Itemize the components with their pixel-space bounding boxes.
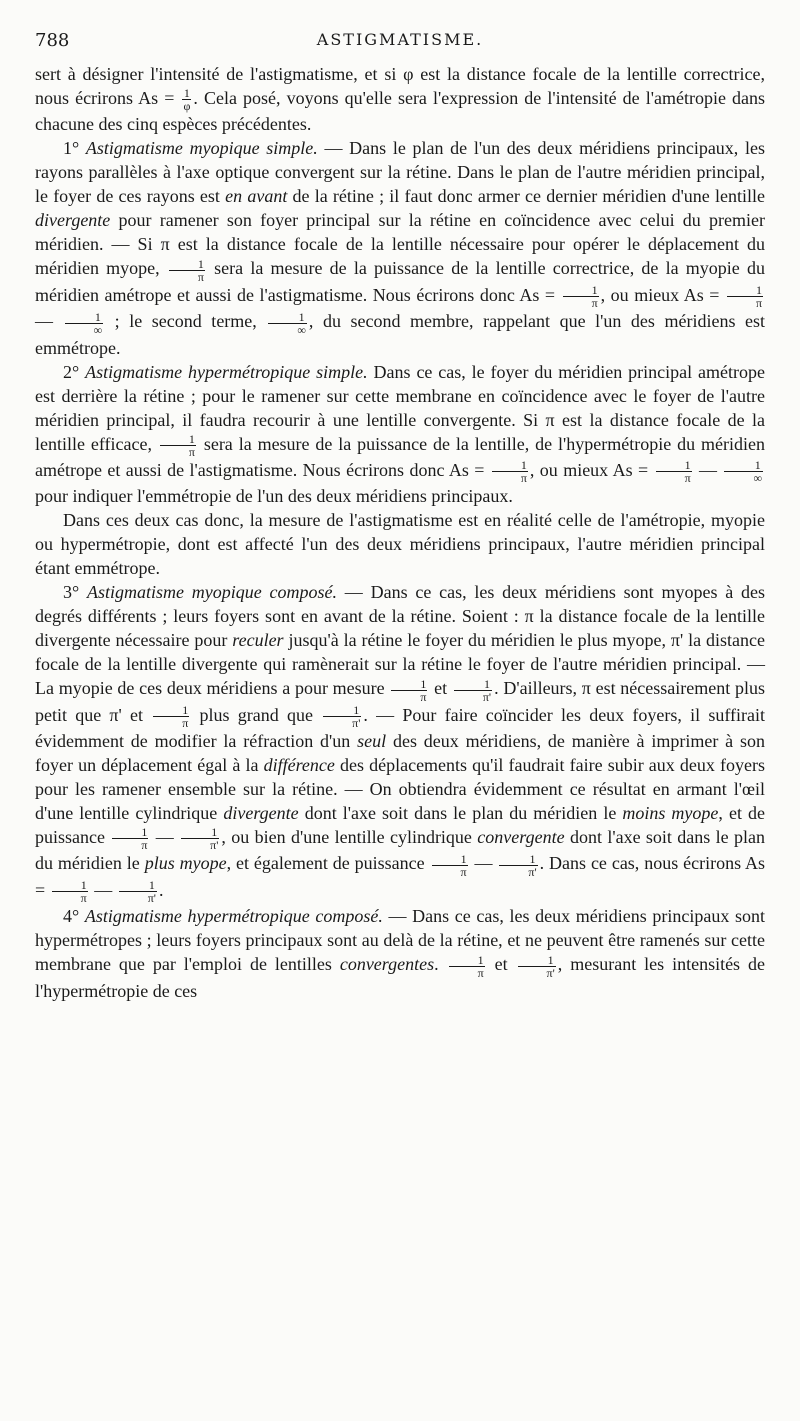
text-run: — Dans ce cas, les deux méridiens sont myopes à des degrés différents ; leurs foyers sont en avant de la rétine. Soient : π la distance focale de la lentille divergente nécessaire pour bbox=[35, 582, 766, 651]
text-run: . — Pour faire coïncider les deux foyers, il suffirait évidemment de modifier la réfraction d'un bbox=[35, 704, 766, 751]
fraction-denominator: π bbox=[141, 838, 148, 853]
fraction-denominator: π bbox=[80, 891, 87, 906]
fraction-numerator: 1 bbox=[518, 954, 556, 967]
italic-run: Astigmatisme myopique composé. bbox=[86, 582, 338, 603]
text-run: , du second membre, rappelant que l'un des méridiens est emmétrope. bbox=[35, 311, 766, 358]
fraction-numerator: 1 bbox=[160, 433, 196, 446]
text-run: des déplacements qu'il faudrait faire subir aux deux foyers pour les ramener ensemble sur la rétine. — On obtiendra évidemment ce résultat en armant l'œil d'une lentille cylindrique bbox=[35, 755, 765, 823]
fraction-numerator: 1 bbox=[323, 704, 361, 717]
fraction-denominator: π bbox=[460, 864, 467, 879]
fraction bbox=[391, 678, 427, 703]
fraction-numerator: 1 bbox=[449, 954, 485, 967]
fraction-denominator: π bbox=[182, 716, 189, 730]
text-run: . Dans ce cas, nous écrirons As = bbox=[35, 853, 766, 900]
fraction-numerator: 1 bbox=[499, 853, 537, 866]
fraction-numerator: 1 bbox=[181, 826, 219, 839]
italic-run: divergente bbox=[35, 210, 111, 231]
italic-run: moins myope bbox=[622, 803, 719, 823]
text-run: , ou bien d'une lentille cylindrique bbox=[221, 827, 478, 847]
text-run: — bbox=[150, 827, 180, 847]
italic-run: Astigmatisme hypermétropique composé. bbox=[84, 906, 383, 927]
text-run: et bbox=[486, 954, 516, 975]
text-run: sert à désigner l'intensité de l'astigmatisme, et si φ est la distance focale de la lentille correctrice, nous écrirons As = bbox=[35, 64, 765, 108]
text-run: 4° bbox=[63, 906, 85, 927]
text-run: , ou mieux As = bbox=[600, 284, 725, 305]
italic-run: convergente bbox=[477, 827, 565, 847]
fraction bbox=[563, 284, 599, 309]
text-run: . Cela posé, voyons qu'elle sera l'expression de l'intensité de l'amétropie dans chacune des cinq espèces précédentes. bbox=[35, 88, 766, 135]
text-run: Dans ce cas, le foyer du méridien principal amétrope est derrière la rétine ; pour le ramener sur cette membrane en coïncidence avec le foyer de l'autre méridien principal, il faudra recourir à une lentille convergente. Si π est la distance focale de la lentille efficace, bbox=[35, 361, 766, 454]
fraction bbox=[182, 87, 191, 112]
fraction bbox=[449, 954, 485, 979]
text-run: — bbox=[693, 459, 723, 480]
paragraph bbox=[35, 508, 765, 580]
fraction-denominator: π' bbox=[210, 838, 219, 853]
fraction-denominator: π' bbox=[482, 689, 492, 704]
fraction bbox=[323, 704, 361, 729]
text-run: — bbox=[35, 311, 63, 332]
fraction-denominator: π bbox=[197, 269, 204, 284]
text-run: , et de puissance bbox=[35, 803, 766, 847]
text-run: 2° bbox=[63, 361, 86, 382]
fraction-numerator: 1 bbox=[492, 459, 528, 472]
italic-run: Astigmatisme myopique simple. bbox=[85, 138, 318, 159]
fraction bbox=[454, 678, 492, 703]
text-run: . bbox=[158, 879, 164, 900]
fraction-numerator: 1 bbox=[119, 879, 157, 892]
fraction bbox=[518, 954, 556, 979]
fraction bbox=[160, 433, 196, 458]
italic-run: divergente bbox=[223, 803, 299, 823]
body-text bbox=[35, 62, 765, 1003]
fraction bbox=[52, 879, 88, 904]
fraction-denominator: π' bbox=[546, 965, 555, 980]
fraction bbox=[492, 459, 528, 484]
fraction-denominator: ∞ bbox=[753, 471, 762, 486]
fraction-numerator: 1 bbox=[65, 311, 104, 324]
fraction-numerator: 1 bbox=[656, 459, 692, 472]
fraction bbox=[112, 826, 148, 851]
fraction-denominator: π bbox=[188, 444, 195, 459]
text-run: Dans ces deux cas donc, la mesure de l'astigmatisme est en réalité celle de l'amétropie, myopie ou hypermétropie, dont est affecté l'un des deux méridiens principaux, l'autre méridien principal étant emmétrope. bbox=[35, 510, 765, 579]
text-run: — Dans le plan de l'un des deux méridiens principaux, les rayons parallèles à l'axe optique convergent sur la rétine. Dans le plan de l'autre méridien principal, le foyer de ces rayons est bbox=[35, 138, 765, 207]
fraction-denominator: ∞ bbox=[93, 322, 103, 337]
text-run: — bbox=[469, 853, 498, 874]
fraction-numerator: 1 bbox=[724, 459, 763, 472]
text-run: 1° bbox=[63, 138, 86, 159]
paragraph bbox=[35, 360, 765, 509]
fraction-numerator: 1 bbox=[563, 284, 599, 297]
page-number: 788 bbox=[35, 30, 70, 51]
text-run: de la rétine ; il faut donc armer ce dernier méridien d'une lentille bbox=[287, 186, 765, 207]
text-run: . D'ailleurs, π est nécessairement plus petit que π' et bbox=[35, 678, 765, 725]
italic-run: plus myope bbox=[144, 853, 227, 874]
text-run: , mesurant les intensités de l'hypermétropie de ces bbox=[35, 954, 766, 1001]
fraction-denominator: π bbox=[755, 296, 762, 311]
paragraph bbox=[35, 62, 765, 136]
fraction-denominator: π bbox=[520, 471, 527, 486]
running-title: ASTIGMATISME. bbox=[316, 30, 484, 49]
fraction bbox=[268, 311, 307, 336]
fraction-numerator: 1 bbox=[454, 678, 492, 691]
fraction-denominator: π' bbox=[352, 716, 361, 730]
paragraph bbox=[35, 136, 765, 359]
text-run: pour indiquer l'emmétropie de l'un des deux méridiens principaux. bbox=[35, 486, 513, 507]
text-run: ; le second terme, bbox=[105, 311, 267, 332]
text-run: — bbox=[89, 879, 117, 900]
fraction-numerator: 1 bbox=[183, 86, 190, 101]
text-run: , ou mieux As = bbox=[529, 459, 654, 480]
fraction-numerator: 1 bbox=[112, 826, 148, 839]
fraction-numerator: 1 bbox=[432, 853, 468, 866]
text-run: — Dans ce cas, les deux méridiens principaux sont hypermétropes ; leurs foyers principaux sont au delà de la rétine, et ne peuvent être ramenés sur cette membrane que par l'emploi de lentilles bbox=[35, 906, 765, 975]
fraction bbox=[181, 826, 219, 851]
text-run: sera la mesure de la puissance de la lentille, de l'hypermétropie du méridien amétrope et aussi de l'astigmatisme. Nous écrirons donc As = bbox=[35, 433, 765, 480]
text-run: sera la mesure de la puissance de la lentille correctrice, de la myopie du méridien amétrope et aussi de l'astigmatisme. Nous écrirons donc As = bbox=[35, 258, 765, 305]
italic-run: différence bbox=[263, 755, 335, 775]
fraction-numerator: 1 bbox=[153, 704, 189, 717]
fraction-numerator: 1 bbox=[52, 879, 88, 892]
fraction-denominator: π bbox=[420, 689, 427, 704]
fraction-denominator: π' bbox=[147, 891, 156, 906]
page-header bbox=[35, 30, 765, 54]
fraction bbox=[119, 879, 157, 904]
fraction-denominator: φ bbox=[183, 99, 191, 114]
text-run: 3° bbox=[63, 582, 87, 603]
italic-run: Astigmatisme hypermétropique simple. bbox=[85, 361, 368, 382]
text-run: plus grand que bbox=[191, 704, 322, 725]
fraction bbox=[656, 459, 692, 484]
fraction-denominator: ∞ bbox=[297, 322, 306, 337]
fraction bbox=[65, 311, 104, 336]
fraction bbox=[153, 704, 189, 729]
italic-run: seul bbox=[357, 731, 387, 751]
text-run: dont l'axe soit dans le plan du méridien le bbox=[35, 827, 766, 874]
fraction bbox=[727, 284, 763, 309]
text-run: jusqu'à la rétine le foyer du méridien le plus myope, π' la distance focale de la lentille divergente qui ramènerait sur la rétine le foyer de l'autre méridien principal. — La myopie de ces deux méridiens a pour mesure bbox=[35, 630, 765, 699]
fraction-denominator: π' bbox=[528, 864, 537, 879]
text-run: pour ramener son foyer principal sur la rétine en coïncidence avec celui du premier méridien. — Si π est la distance focale de la lentille nécessaire pour opérer le déplacement du méridien myope, bbox=[35, 210, 765, 279]
fraction-numerator: 1 bbox=[169, 258, 205, 271]
fraction bbox=[432, 853, 468, 878]
fraction bbox=[169, 258, 205, 283]
text-run: , et également de puissance bbox=[226, 853, 430, 874]
fraction bbox=[724, 459, 763, 484]
paragraph bbox=[35, 904, 765, 1002]
fraction-denominator: π bbox=[591, 296, 598, 311]
paragraph bbox=[35, 580, 765, 904]
italic-run: convergentes bbox=[339, 954, 435, 975]
text-run: et bbox=[429, 678, 452, 699]
text-run: des deux méridiens, de manière à imprimer à son foyer un déplacement égal à la bbox=[35, 731, 765, 775]
fraction-denominator: π bbox=[477, 965, 484, 980]
fraction bbox=[499, 853, 537, 878]
text-run: dont l'axe soit dans le plan du méridien le bbox=[298, 803, 623, 823]
text-run: . bbox=[434, 954, 447, 975]
italic-run: reculer bbox=[232, 630, 284, 651]
fraction-numerator: 1 bbox=[268, 311, 307, 324]
fraction-numerator: 1 bbox=[391, 678, 427, 691]
fraction-numerator: 1 bbox=[727, 284, 763, 297]
italic-run: en avant bbox=[225, 186, 288, 207]
fraction-denominator: π bbox=[684, 471, 691, 486]
